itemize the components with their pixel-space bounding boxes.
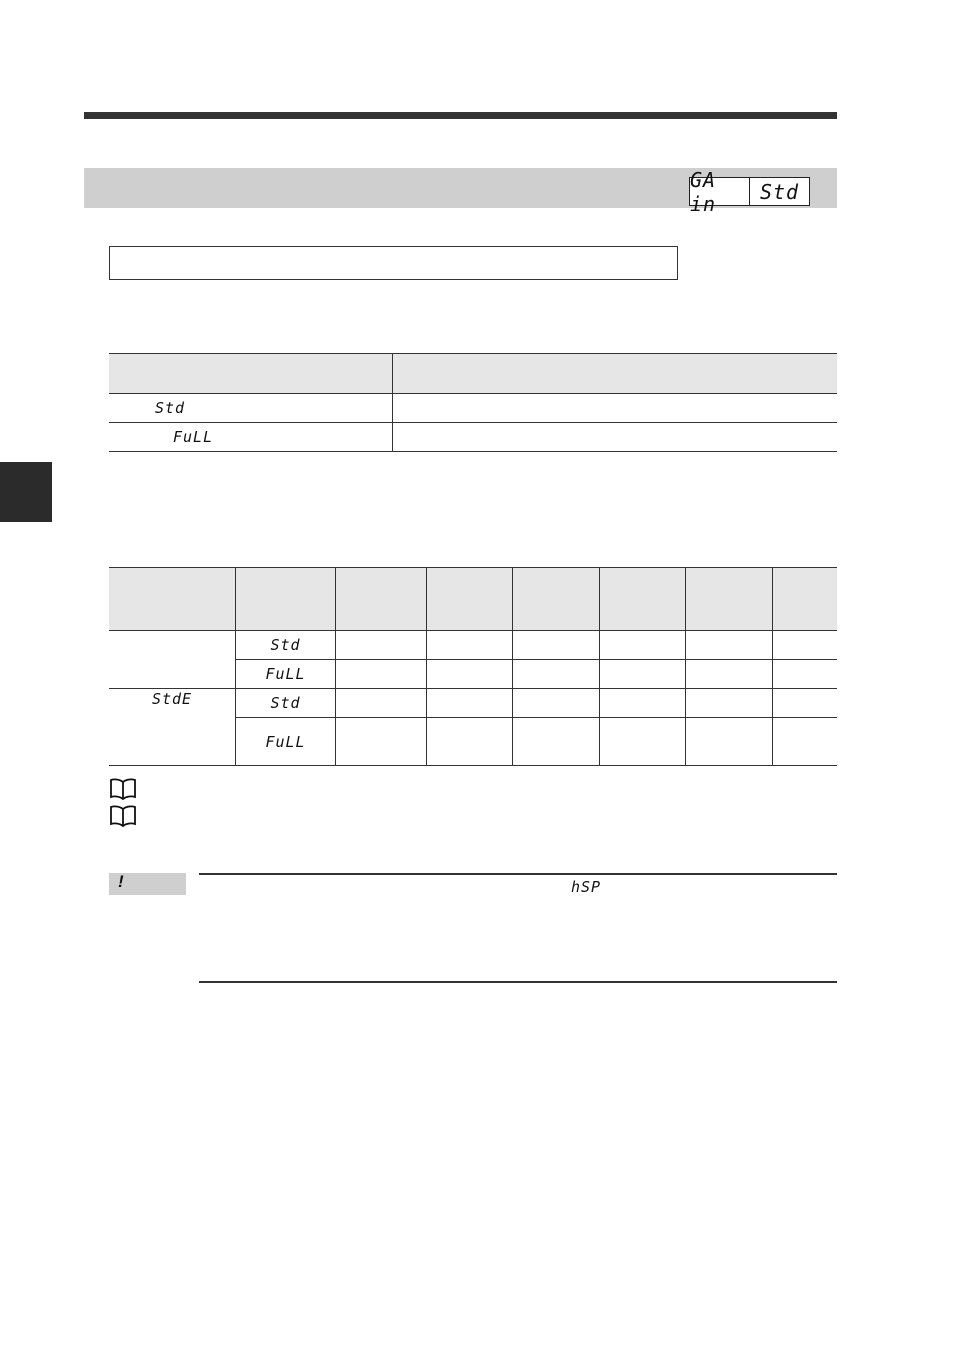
table-cell xyxy=(336,689,427,718)
table-row xyxy=(109,631,837,660)
table-cell xyxy=(336,660,427,689)
exclamation-icon: ! xyxy=(118,872,124,891)
setting-description xyxy=(393,394,838,423)
table-header-row xyxy=(109,568,837,631)
table-cell xyxy=(773,689,838,718)
top-rule xyxy=(84,112,837,119)
table-cell xyxy=(513,660,600,689)
gain-code: Std xyxy=(236,631,336,660)
lcd-display xyxy=(689,167,810,216)
table-cell xyxy=(686,689,773,718)
lcd-value: Std xyxy=(749,178,809,205)
table-header xyxy=(336,568,427,631)
table-header xyxy=(427,568,513,631)
table-header xyxy=(686,568,773,631)
table-cell xyxy=(773,718,838,766)
table-cell xyxy=(686,660,773,689)
mode-cell: StdE xyxy=(109,689,236,766)
table-header xyxy=(513,568,600,631)
table-header xyxy=(600,568,686,631)
table-header xyxy=(236,568,336,631)
setting-code: FuLL xyxy=(109,423,393,452)
open-book-icon xyxy=(109,778,137,800)
table-header-row xyxy=(109,354,837,394)
table-header xyxy=(109,354,393,394)
setting-code: Std xyxy=(109,394,393,423)
table-cell xyxy=(336,718,427,766)
setting-description xyxy=(393,423,838,452)
table-cell xyxy=(513,718,600,766)
table-cell xyxy=(600,631,686,660)
lcd-param: GA in xyxy=(690,167,717,216)
caution-rule-bottom xyxy=(199,981,837,983)
table-row xyxy=(109,689,837,718)
table-cell xyxy=(686,718,773,766)
table-cell xyxy=(427,718,513,766)
table-cell xyxy=(600,718,686,766)
table-cell xyxy=(513,689,600,718)
mode-cell xyxy=(109,631,236,689)
table-cell xyxy=(427,689,513,718)
spec-table xyxy=(109,567,837,766)
function-box xyxy=(109,246,678,280)
table-row xyxy=(109,423,837,452)
caution-badge xyxy=(109,873,186,895)
chapter-side-tab xyxy=(0,462,52,522)
caution-code: hSP xyxy=(571,878,602,896)
table-cell xyxy=(427,631,513,660)
table-cell xyxy=(600,660,686,689)
caution-rule-top xyxy=(199,873,837,875)
table-header xyxy=(393,354,838,394)
table-row xyxy=(109,394,837,423)
table-header xyxy=(109,568,236,631)
settings-table xyxy=(109,353,837,452)
table-cell xyxy=(513,631,600,660)
table-header xyxy=(773,568,838,631)
table-cell xyxy=(600,689,686,718)
table-cell xyxy=(773,660,838,689)
table-cell xyxy=(773,631,838,660)
table-cell xyxy=(336,631,427,660)
gain-code: FuLL xyxy=(236,660,336,689)
open-book-icon xyxy=(109,805,137,827)
table-cell xyxy=(427,660,513,689)
gain-code: Std xyxy=(236,689,336,718)
gain-code: FuLL xyxy=(236,718,336,766)
table-cell xyxy=(686,631,773,660)
